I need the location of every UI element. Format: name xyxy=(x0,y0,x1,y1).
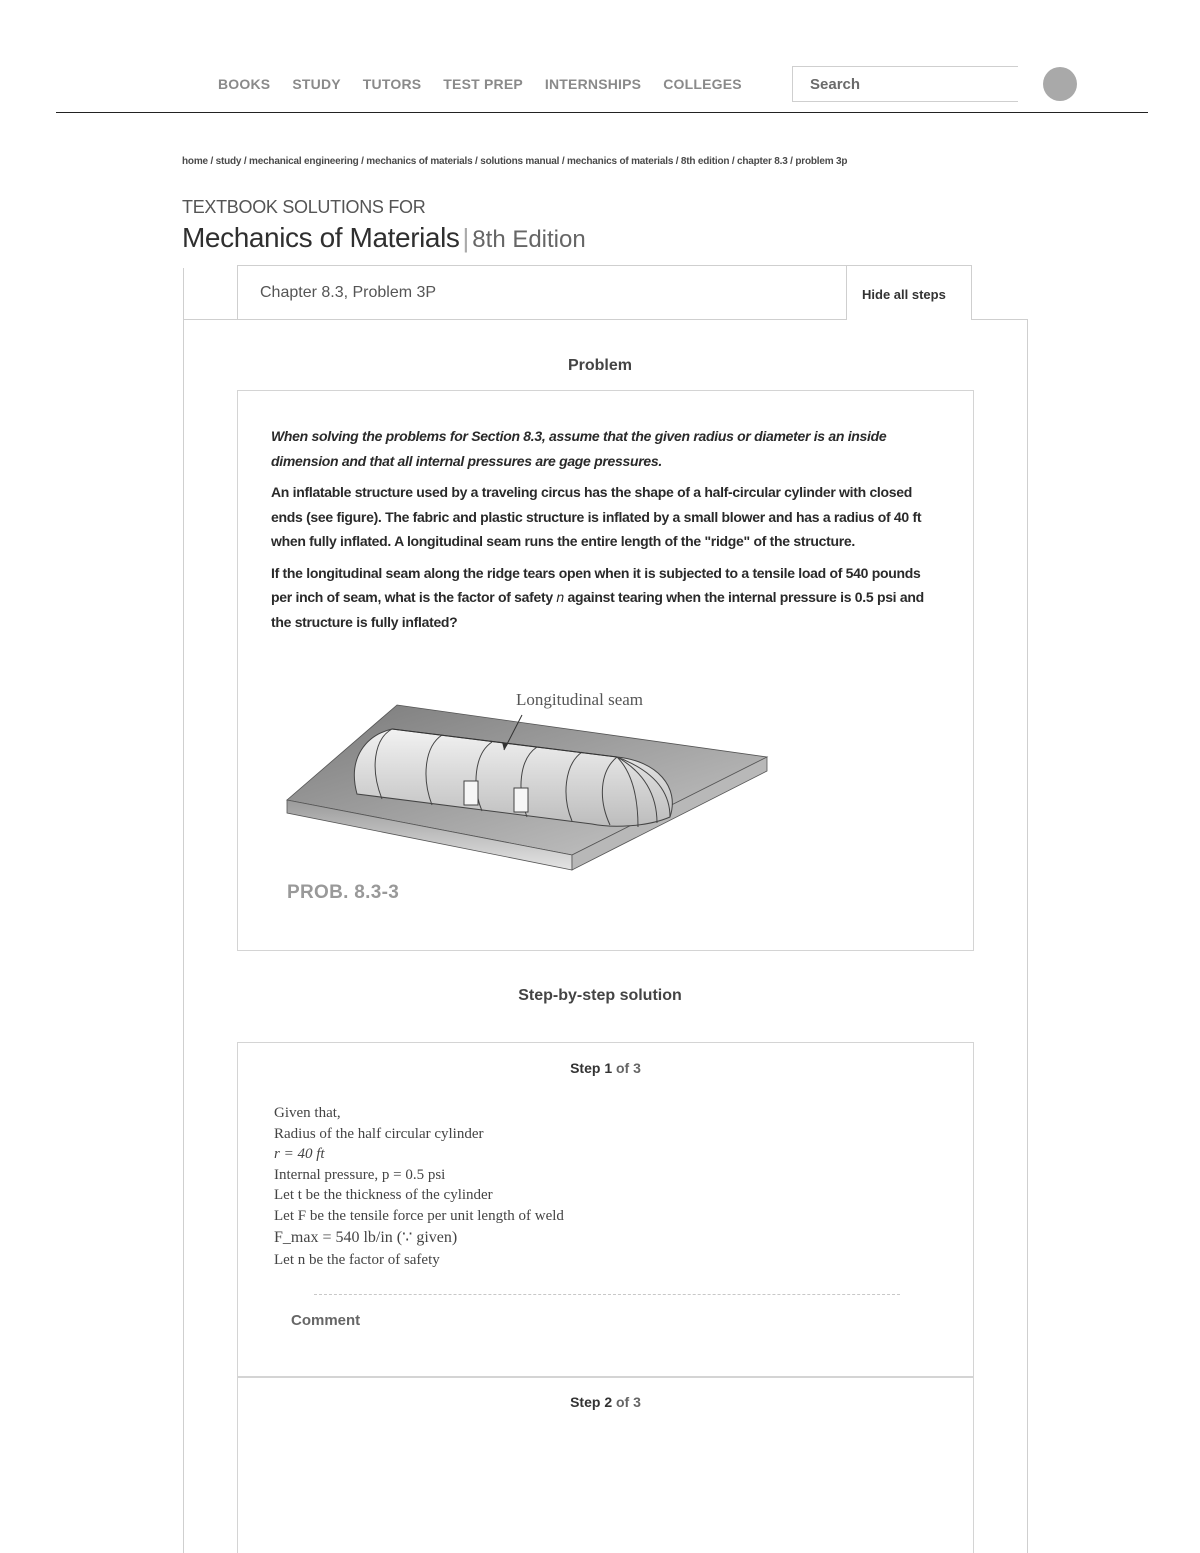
nav-link-test-prep[interactable]: TEST PREP xyxy=(443,76,523,92)
nav-link-study[interactable]: STUDY xyxy=(292,76,341,92)
breadcrumb[interactable]: home / study / mechanical engineering / mechanics of materials / solutions manual / mechanics of materials / 8th edition / chapter 8.3 / problem 3p xyxy=(182,156,848,167)
comment-button[interactable]: Comment xyxy=(291,1312,361,1329)
book-title: Mechanics of Materials xyxy=(182,222,460,253)
chapter-label: Chapter 8.3, Problem 3P xyxy=(260,284,437,301)
solution-heading: Step-by-step solution xyxy=(518,987,682,1004)
step-line: Let n be the factor of safety xyxy=(274,1252,440,1268)
problem-text xyxy=(271,424,941,641)
nav-links xyxy=(218,76,764,92)
search-input[interactable] xyxy=(793,67,1010,101)
nav-divider xyxy=(56,112,1148,113)
title-separator: | xyxy=(462,223,470,253)
step-line: Internal pressure, p = 0.5 psi xyxy=(274,1166,446,1183)
panel-border-top-left xyxy=(183,319,238,320)
page-title xyxy=(182,222,586,254)
tent-door-1 xyxy=(464,781,478,805)
step-1-content xyxy=(274,1103,564,1271)
figure-problem-label: PROB. 8.3-3 xyxy=(287,882,400,903)
problem-heading: Problem xyxy=(567,357,632,374)
problem-paragraph-2: If the longitudinal seam along the ridge tears open when it is subjected to a tensile load of 540 pounds per inch of seam, what is the factor of safety n against tearing when the internal pressure is 0.5 psi and the structure is fully inflated? xyxy=(271,564,924,630)
avatar[interactable] xyxy=(1043,67,1077,101)
step-line: Given that, xyxy=(274,1105,341,1121)
step-1 xyxy=(237,1042,974,1378)
step-line: r = 40 ft xyxy=(274,1146,325,1162)
nav-link-tutors[interactable]: TUTORS xyxy=(362,76,422,92)
book-edition: 8th Edition xyxy=(472,226,586,253)
step-2-title: Step 2 of 3 xyxy=(570,1394,641,1410)
panel-border-right xyxy=(1027,320,1028,1553)
problem-box xyxy=(237,390,974,951)
step-divider xyxy=(314,1294,900,1295)
problem-paragraph-1: An inflatable structure used by a traveling circus has the shape of a half-circular cylinder with closed ends (see figure). The fabric and plastic structure is inflated by a small blower and has a radius of 40 ft when fully inflated. A longitudinal seam runs the entire length of the "ridge" of the structure. xyxy=(271,484,922,549)
problem-intro: When solving the problems for Section 8.3, assume that the given radius or diameter is an inside dimension and that all internal pressures are gage pressures. xyxy=(271,428,887,469)
nav-link-colleges[interactable]: COLLEGES xyxy=(663,76,742,92)
step-line: Let F be the tensile force per unit length of weld xyxy=(274,1207,564,1224)
step-line: Radius of the half circular cylinder xyxy=(274,1125,484,1142)
nav-link-internships[interactable]: INTERNSHIPS xyxy=(544,76,642,92)
hide-all-steps-label: Hide all steps xyxy=(862,287,946,302)
tent-door-2 xyxy=(514,788,528,812)
problem-figure xyxy=(282,687,782,907)
step-line: Let t be the thickness of the cylinder xyxy=(274,1187,493,1203)
eyebrow-text: TEXTBOOK SOLUTIONS FOR xyxy=(182,197,426,217)
panel-border-top-right xyxy=(971,319,1028,320)
nav-link-books[interactable]: BOOKS xyxy=(218,76,271,92)
step-2 xyxy=(237,1376,974,1553)
step-line: F_max = 540 lb/in (∵ given) xyxy=(274,1229,458,1246)
figure-label-longitudinal-seam: Longitudinal seam xyxy=(516,690,644,709)
hide-all-steps-button[interactable] xyxy=(847,265,972,320)
search-box xyxy=(792,66,1018,102)
top-nav xyxy=(0,0,1200,114)
step-1-title: Step 1 of 3 xyxy=(570,1060,641,1076)
variable-n: n xyxy=(556,589,564,605)
chapter-selector[interactable] xyxy=(237,265,847,320)
panel-border-left xyxy=(183,268,184,1553)
